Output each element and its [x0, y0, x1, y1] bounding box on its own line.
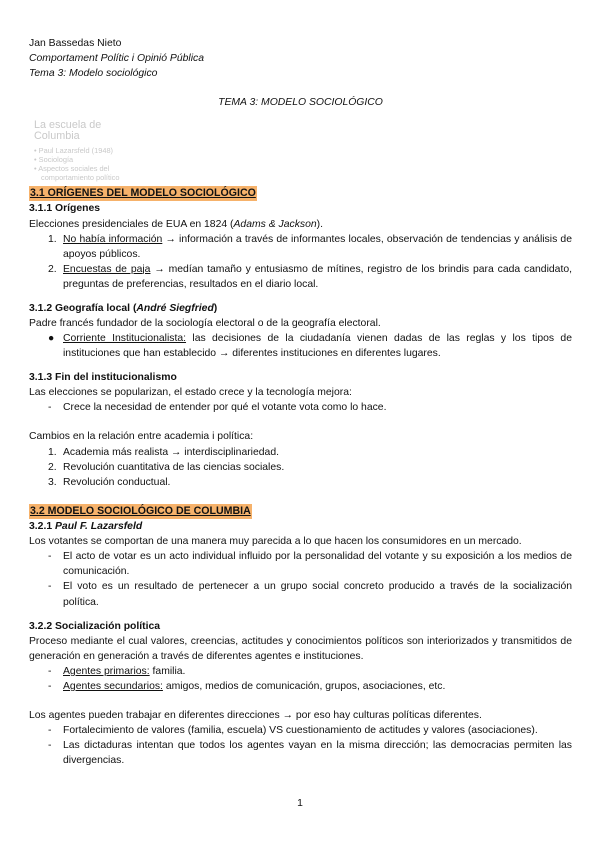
dash-list [29, 549, 572, 609]
paragraph: Los votantes se comportan de una manera muy parecida a lo que hacen los consumidores en un mercado. [29, 536, 522, 548]
list-item: 2. Encuestas de paja → medían tamaño y entusiasmo de mítines, registro de los brindis para cada candidato, preguntas de preferencias, resultados en el diario local. [48, 263, 572, 290]
document-title: TEMA 3: MODELO SOCIOLÓGICO [218, 97, 383, 108]
subheading-3-2-1: 3.2.1 Paul F. Lazarsfeld [29, 521, 143, 533]
embedded-slide-image [29, 120, 572, 182]
list-item: 2. Revolución cuantitativa de las ciencias sociales. [48, 461, 285, 473]
topic-name: Tema 3: Modelo sociológico [29, 68, 158, 79]
list-item: ● Corriente Institucionalista: las decisiones de la ciudadanía vienen dadas de las reglas y los tipos de instituciones que han establecido → diferentes instituciones en diferentes lugares. [48, 333, 572, 360]
bullet-list [29, 331, 572, 361]
list-item: - El acto de votar es un acto individual influido por la personalidad del votante y su exposición a los medios de comunicación. [48, 551, 572, 578]
list-item: 3. Revolución conductual. [48, 476, 171, 488]
section-heading-3-2: 3.2 MODELO SOCIOLÓGICO DE COLUMBIA [29, 504, 252, 519]
document-header [29, 36, 572, 81]
paragraph: Las elecciones se popularizan, el estado crece y la tecnología mejora: [29, 387, 352, 399]
subheading-3-1-3: 3.1.3 Fin del institucionalismo [29, 372, 177, 384]
list-item: 1. No había información → información a través de informantes locales, observación de tendencias y análisis de apoyos públicos. [48, 233, 572, 260]
section-heading-3-1: 3.1 ORÍGENES DEL MODELO SOCIOLÓGICO [29, 186, 257, 201]
slide-bullet: • Paul Lazarsfeld (1948) [34, 146, 572, 155]
numbered-list [29, 445, 572, 490]
slide-title: La escuela de Columbia [34, 119, 102, 143]
slide-bullets [34, 146, 572, 182]
slide-bullet: • Aspectos sociales del [34, 164, 572, 173]
document-page [29, 36, 572, 768]
list-item: - Agentes primarios: familia. [48, 665, 186, 677]
dash-list [29, 723, 572, 768]
numbered-list [29, 232, 572, 292]
slide-bullet-continuation: comportamiento político [41, 173, 120, 183]
list-item: 1. Academia más realista → interdisciplinariedad. [48, 446, 279, 458]
course-name: Comportament Polític i Opinió Pública [29, 53, 204, 64]
subheading-3-1-1: 3.1.1 Orígenes [29, 203, 101, 215]
subheading-3-1-2: 3.1.2 Geografía local (André Siegfried) [29, 302, 218, 314]
slide-bullet: • Sociología [34, 155, 572, 164]
list-item: - Agentes secundarios: amigos, medios de comunicación, grupos, asociaciones, etc. [48, 680, 446, 692]
paragraph: Los agentes pueden trabajar en diferentes direcciones → por eso hay culturas políticas diferentes. [29, 709, 482, 721]
author-name: Jan Bassedas Nieto [29, 38, 122, 49]
page-number: 1 [297, 798, 303, 809]
paragraph: Padre francés fundador de la sociología electoral o de la geografía electoral. [29, 317, 381, 329]
list-item: - Crece la necesidad de entender por qué el votante vota como lo hace. [48, 402, 387, 414]
list-item: - El voto es un resultado de pertenecer a un grupo social concreto producido a través de la socialización política. [48, 581, 572, 608]
dash-list [29, 664, 572, 694]
subheading-3-2-2: 3.2.2 Socialización política [29, 620, 161, 632]
paragraph: Elecciones presidenciales de EUA en 1824 (Adams & Jackson). [29, 218, 324, 230]
list-item: - Fortalecimiento de valores (familia, escuela) VS cuestionamiento de actitudes y valores (asociaciones). [48, 725, 538, 737]
paragraph: Proceso mediante el cual valores, creencias, actitudes y conocimientos políticos son interiorizados y transmitidos de generación en generación a través de diferentes agentes e instituciones. [29, 635, 572, 662]
list-item: - Las dictaduras intentan que todos los agentes vayan en la misma dirección; las democracias permiten las divergencias. [48, 740, 572, 767]
paragraph: Cambios en la relación entre academia i política: [29, 431, 254, 443]
dash-list [29, 400, 572, 415]
